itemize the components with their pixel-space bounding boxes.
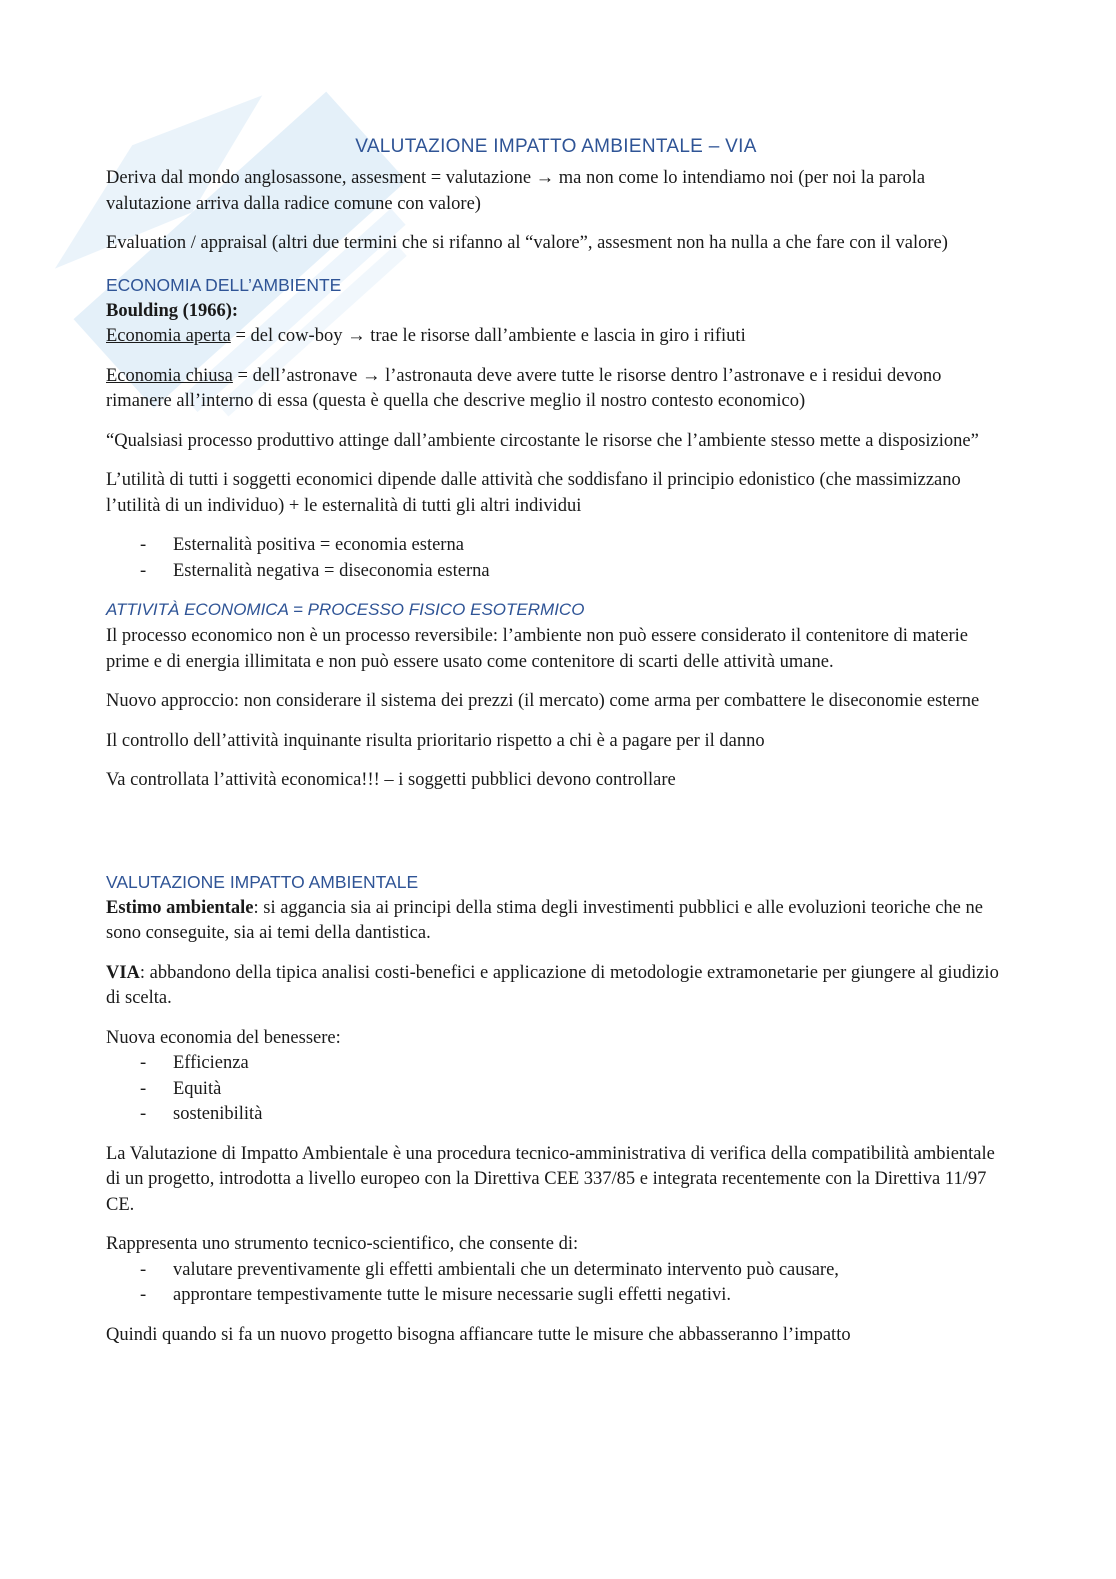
utilita-paragraph: L’utilità di tutti i soggetti economici dipende dalle attività che soddisfano il principio edonistico (che massimizzano l’utilità di un individuo) + le esternalità di tutti gli altri individui	[106, 470, 961, 516]
conclusione-paragraph: Quindi quando si fa un nuovo progetto bisogna affiancare tutte le misure che abbasseranno l’impatto	[106, 1324, 851, 1345]
list-item: - Efficienza	[106, 1051, 1006, 1077]
benessere-intro: Nuova economia del benessere:	[106, 1027, 341, 1048]
section-spacer	[106, 808, 1006, 854]
economia-aperta-paragraph	[106, 324, 1006, 350]
estimo-term: Estimo ambientale	[106, 897, 254, 918]
list-item: - Esternalità negativa = diseconomia esterna	[106, 559, 1006, 585]
attivita-paragraph-1: Il processo economico non è un processo reversibile: l’ambiente non può essere considerato il contenitore di materie prime e di energia illimitata e non può essere usato come contenitore di scarti delle attività umane.	[106, 626, 969, 672]
section-heading-via: VALUTAZIONE IMPATTO AMBIENTALE	[106, 871, 419, 892]
via-term: VIA	[106, 962, 140, 983]
economia-chiusa-text: = dell’astronave → l’astronauta deve avere tutte le risorse dentro l’astronave e i residui devono rimanere all’interno di essa (questa è quella che descrive meglio il nostro contesto economico)	[106, 365, 942, 411]
definizione-paragraph: La Valutazione di Impatto Ambientale è una procedura tecnico-amministrativa di verifica della compatibilità ambientale di un progetto, introdotta a livello europeo con la Direttiva CEE 337/85 e integrata recentemente con la Direttiva 11/97 CE.	[106, 1143, 995, 1215]
page-title: VALUTAZIONE IMPATTO AMBIENTALE – VIA	[355, 136, 757, 157]
strumento-list	[106, 1258, 1006, 1309]
economia-chiusa-term: Economia chiusa	[106, 365, 233, 386]
estimo-paragraph	[106, 896, 1006, 947]
list-item: - valutare preventivamente gli effetti ambientali che un determinato intervento può causare,	[106, 1258, 1006, 1284]
intro-paragraph-2: Evaluation / appraisal (altri due termini che si rifanno al “valore”, assesment non ha nulla a che fare con il valore)	[106, 233, 948, 253]
economia-chiusa-paragraph	[106, 364, 1006, 415]
attivita-paragraph-3: Il controllo dell’attività inquinante risulta prioritario rispetto a chi è a pagare per il danno	[106, 730, 765, 751]
intro-paragraph-1: Deriva dal mondo anglosassone, assesment = valutazione → ma non come lo intendiamo noi (per noi la parola valutazione arriva dalla radice comune con valore)	[106, 168, 926, 214]
boulding-author	[106, 299, 1006, 325]
estimo-text: : si aggancia sia ai principi della stima degli investimenti pubblici e alle evoluzioni teoriche che ne sono conseguite, sia ai temi della dantistica.	[106, 897, 983, 943]
list-item: - approntare tempestivamente tutte le misure necessarie sugli effetti negativi.	[106, 1283, 1006, 1309]
section-heading-economia: ECONOMIA DELL’AMBIENTE	[106, 274, 342, 295]
boulding-label: Boulding (1966):	[106, 300, 239, 321]
economia-aperta-term: Economia aperta	[106, 326, 231, 346]
economia-aperta-text: = del cow-boy → trae le risorse dall’ambiente e lascia in giro i rifiuti	[230, 326, 746, 346]
esternalita-list	[106, 533, 1006, 584]
benessere-list	[106, 1051, 1006, 1128]
list-item: - Esternalità positiva = economia esterna	[106, 533, 1006, 559]
list-item: - Equità	[106, 1077, 1006, 1103]
quote-paragraph: “Qualsiasi processo produttivo attinge dall’ambiente circostante le risorse che l’ambiente stesso mette a disposizione”	[106, 430, 979, 451]
attivita-paragraph-4: Va controllata l’attività economica!!! – i soggetti pubblici devono controllare	[106, 770, 676, 790]
document-body	[106, 132, 1006, 1362]
strumento-intro: Rappresenta uno strumento tecnico-scientifico, che consente di:	[106, 1234, 579, 1254]
attivita-paragraph-2: Nuovo approccio: non considerare il sistema dei prezzi (il mercato) come arma per combattere le diseconomie esterne	[106, 691, 980, 711]
section-heading-attivita: ATTIVITÀ ECONOMICA = PROCESSO FISICO ESOTERMICO	[106, 600, 585, 619]
via-paragraph	[106, 961, 1006, 1012]
list-item: - sostenibilità	[106, 1102, 1006, 1128]
via-text: : abbandono della tipica analisi costi-benefici e applicazione di metodologie extramonetarie per giungere al giudizio di scelta.	[106, 962, 999, 1008]
